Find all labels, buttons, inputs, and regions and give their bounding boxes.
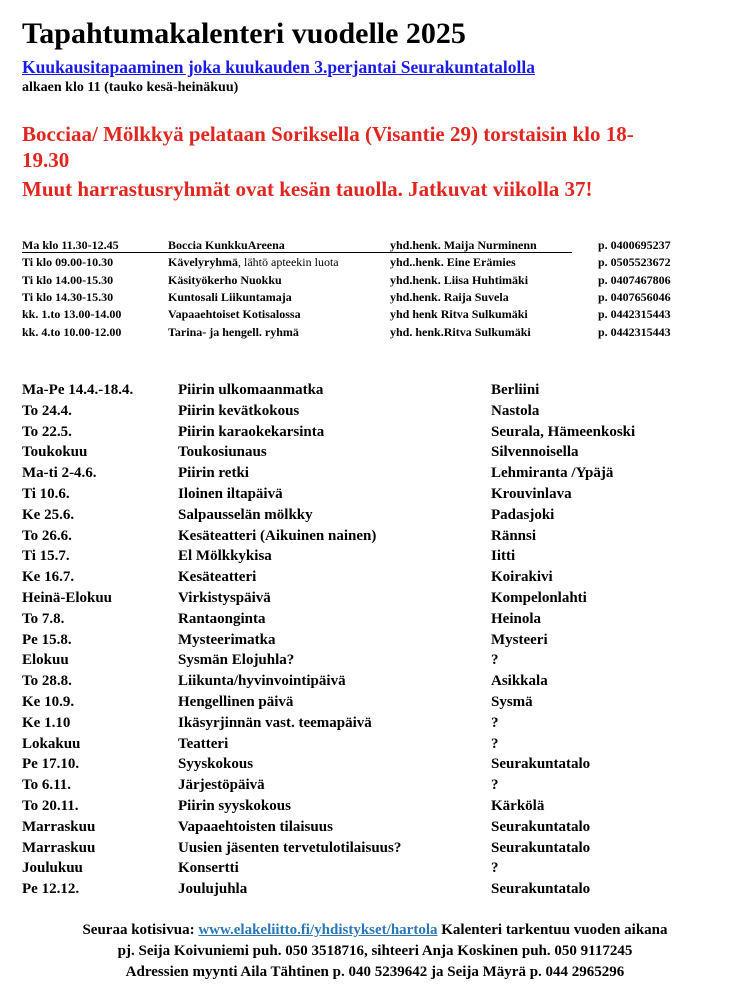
group-contact: yhd henk Ritva Sulkumäki: [390, 307, 528, 322]
event-place: ?: [491, 714, 499, 731]
group-title: Käsityökerho Nuokku: [168, 272, 282, 287]
event-name: Joulujuhla: [178, 881, 248, 898]
event-name: Salpausselän mölkky: [178, 506, 313, 523]
event-date: To 20.11.: [22, 798, 79, 814]
event-date: Pe 15.8.: [22, 631, 72, 648]
event-place: Rännsi: [491, 527, 537, 544]
event-row: [0, 442, 750, 463]
event-row: [0, 609, 750, 630]
event-name: Piirin ulkomaanmatka: [178, 382, 324, 398]
event-date: To 28.8.: [22, 673, 72, 690]
event-row: [0, 754, 750, 775]
event-date: Pe 12.12.: [22, 881, 80, 898]
event-name: Piirin karaokekarsinta: [178, 423, 325, 440]
group-name: [168, 272, 282, 289]
group-name: [168, 289, 292, 306]
event-date: Ti 15.7.: [22, 548, 70, 565]
group-time: kk. 1.to 13.00-14.00: [22, 307, 122, 322]
event-row: [0, 422, 750, 443]
event-name: Uusien jäsenten tervetulotilaisuus?: [178, 839, 402, 856]
event-place: Krouvinlava: [491, 486, 572, 502]
event-name: Piirin syyskokous: [178, 798, 291, 814]
event-name: Liikunta/hyvinvointipäivä: [178, 673, 346, 690]
event-name: Teatteri: [178, 735, 229, 752]
event-row: [0, 401, 750, 422]
event-date: To 6.11.: [22, 777, 72, 794]
event-name: Virkistyspäivä: [178, 590, 271, 606]
monthly-meeting-link[interactable]: Kuukausitapaaminen joka kuukauden 3.perjantai Seurakuntatalolla: [22, 57, 535, 77]
event-place: Nastola: [491, 402, 540, 419]
group-title: Vapaaehtoiset Kotisalossa: [168, 307, 301, 322]
event-place: ?: [491, 735, 499, 752]
event-row: [0, 630, 750, 651]
event-name: Konsertti: [178, 860, 239, 877]
event-name: Mysteerimatka: [178, 631, 276, 648]
event-date: Heinä-Elokuu: [22, 590, 113, 606]
group-name: [168, 306, 301, 323]
event-row: [0, 775, 750, 796]
footer-suffix: Kalenteri tarkentuu vuoden aikana: [437, 922, 668, 938]
group-phone: p. 0407656046: [598, 289, 671, 304]
group-time: kk. 4.to 10.00-12.00: [22, 324, 122, 339]
event-date: To 26.6.: [22, 527, 72, 544]
event-date: To 24.4.: [22, 402, 72, 419]
event-place: Lehmiranta /Ypäjä: [491, 465, 614, 482]
group-contact: yhd..henk. Eine Erämies: [390, 255, 516, 270]
event-row: [0, 380, 750, 401]
event-name: Hengellinen päivä: [178, 694, 294, 710]
group-contact: yhd. henk.Ritva Sulkumäki: [390, 324, 531, 339]
event-row: [0, 734, 750, 755]
event-row: [0, 671, 750, 692]
group-name: [168, 324, 299, 341]
footer-prefix: Seuraa kotisivua:: [82, 922, 199, 938]
event-name: Kesäteatteri (Aikuinen nainen): [178, 527, 377, 544]
group-time: Ti klo 14.30-15.30: [22, 289, 114, 304]
event-date: Joulukuu: [22, 860, 83, 877]
event-name: El Mölkkykisa: [178, 548, 272, 565]
event-place: Iitti: [491, 548, 516, 565]
event-place: Kärkölä: [491, 798, 545, 814]
event-place: Heinola: [491, 610, 542, 627]
event-row: [0, 692, 750, 713]
event-place: Berliini: [491, 382, 540, 398]
event-name: Kesäteatteri: [178, 569, 257, 586]
group-phone: p. 0442315443: [598, 324, 671, 339]
event-row: [0, 838, 750, 859]
event-row: [0, 879, 750, 900]
event-name: Vapaaehtoisten tilaisuus: [178, 818, 333, 835]
event-date: To 7.8.: [22, 610, 65, 627]
event-name: Sysmän Elojuhla?: [178, 652, 295, 669]
event-name: Piirin retki: [178, 465, 249, 482]
event-date: Ke 10.9.: [22, 694, 75, 710]
group-row: [0, 289, 750, 306]
group-phone: p. 0400695237: [598, 238, 671, 252]
groups-underline: [22, 252, 572, 253]
group-time: Ti klo 09.00-10.30: [22, 255, 114, 270]
group-title: Boccia KunkkuAreena: [168, 238, 285, 252]
event-place: Sysmä: [491, 694, 533, 710]
event-place: Seurala, Hämeenkoski: [491, 423, 636, 440]
event-place: ?: [491, 652, 499, 669]
event-place: Kompelonlahti: [491, 590, 587, 606]
event-date: Marraskuu: [22, 839, 96, 856]
group-row: [0, 254, 750, 271]
event-place: Seurakuntatalo: [491, 818, 591, 835]
event-place: Seurakuntatalo: [491, 881, 591, 898]
event-row: [0, 567, 750, 588]
event-date: Marraskuu: [22, 818, 96, 835]
announcement-line-2: 19.30: [22, 148, 70, 172]
event-place: Seurakuntatalo: [491, 839, 591, 856]
group-contact: yhd.henk. Raija Suvela: [390, 289, 509, 304]
group-title: Kävelyryhmä: [168, 255, 238, 270]
event-name: Piirin kevätkokous: [178, 402, 300, 419]
event-date: Ke 16.7.: [22, 569, 75, 586]
event-place: Seurakuntatalo: [491, 756, 591, 773]
group-contact: yhd.henk. Maija Nurminenn: [390, 238, 537, 252]
event-date: Ti 10.6.: [22, 486, 70, 502]
event-row: [0, 546, 750, 567]
announcement-line-1: Bocciaa/ Mölkkyä pelataan Soriksella (Visantie 29) torstaisin klo 18-: [22, 122, 634, 146]
event-row: [0, 650, 750, 671]
event-date: Ma-ti 2-4.6.: [22, 465, 97, 482]
footer-card-sales: Adressien myynti Aila Tähtinen p. 040 5239642 ja Seija Mäyrä p. 044 2965296: [125, 964, 625, 980]
event-row: [0, 796, 750, 817]
group-name: [168, 254, 339, 271]
group-hint: , lähtö apteekin luota: [238, 255, 339, 270]
event-date: Lokakuu: [22, 735, 81, 752]
group-phone: p. 0505523672: [598, 255, 671, 270]
group-title: Tarina- ja hengell. ryhmä: [168, 324, 299, 339]
event-row: [0, 463, 750, 484]
event-name: Rantaonginta: [178, 610, 266, 627]
event-date: Ma-Pe 14.4.-18.4.: [22, 382, 134, 398]
group-phone: p. 0442315443: [598, 307, 671, 322]
event-date: Elokuu: [22, 652, 69, 669]
event-row: [0, 484, 750, 505]
event-row: [0, 505, 750, 526]
event-name: Järjestöpäivä: [178, 777, 265, 794]
monthly-meeting-note: alkaen klo 11 (tauko kesä-heinäkuu): [22, 80, 239, 95]
event-place: Koirakivi: [491, 569, 553, 586]
homepage-link[interactable]: www.elakeliitto.fi/yhdistykset/hartola: [198, 922, 438, 938]
group-contact: yhd.henk. Liisa Huhtimäki: [390, 272, 529, 287]
event-place: Silvennoisella: [491, 444, 579, 461]
group-row: [0, 272, 750, 289]
group-row: [0, 324, 750, 341]
footer-contacts: pj. Seija Koivuniemi puh. 050 3518716, sihteeri Anja Koskinen puh. 050 9117245: [117, 943, 633, 959]
event-place: Asikkala: [491, 673, 548, 690]
group-time: Ma klo 11.30-12.45: [22, 238, 119, 252]
announcement-line-3: Muut harrastusryhmät ovat kesän tauolla. Jatkuvat viikolla 37!: [22, 177, 593, 201]
event-row: [0, 817, 750, 838]
event-place: ?: [491, 777, 499, 794]
event-row: [0, 588, 750, 609]
event-name: Syyskokous: [178, 756, 254, 773]
event-name: Iloinen iltapäivä: [178, 486, 283, 502]
event-place: Mysteeri: [491, 631, 548, 648]
event-date: Toukokuu: [22, 444, 88, 461]
event-place: Padasjoki: [491, 506, 555, 523]
event-name: Ikäsyrjinnän vast. teemapäivä: [178, 714, 372, 731]
event-date: To 22.5.: [22, 423, 72, 440]
event-place: ?: [491, 860, 499, 877]
event-date: Ke 25.6.: [22, 506, 75, 523]
event-name: Toukosiunaus: [178, 444, 267, 461]
event-date: Pe 17.10.: [22, 756, 80, 773]
group-title: Kuntosali Liikuntamaja: [168, 289, 292, 304]
footer-homepage-line: [0, 920, 750, 940]
event-row: [0, 713, 750, 734]
page-title: Tapahtumakalenteri vuodelle 2025: [22, 17, 466, 50]
event-row: [0, 526, 750, 547]
group-phone: p. 0407467806: [598, 272, 671, 287]
event-date: Ke 1.10: [22, 714, 71, 731]
group-row: [0, 306, 750, 323]
event-row: [0, 858, 750, 879]
group-time: Ti klo 14.00-15.30: [22, 272, 114, 287]
